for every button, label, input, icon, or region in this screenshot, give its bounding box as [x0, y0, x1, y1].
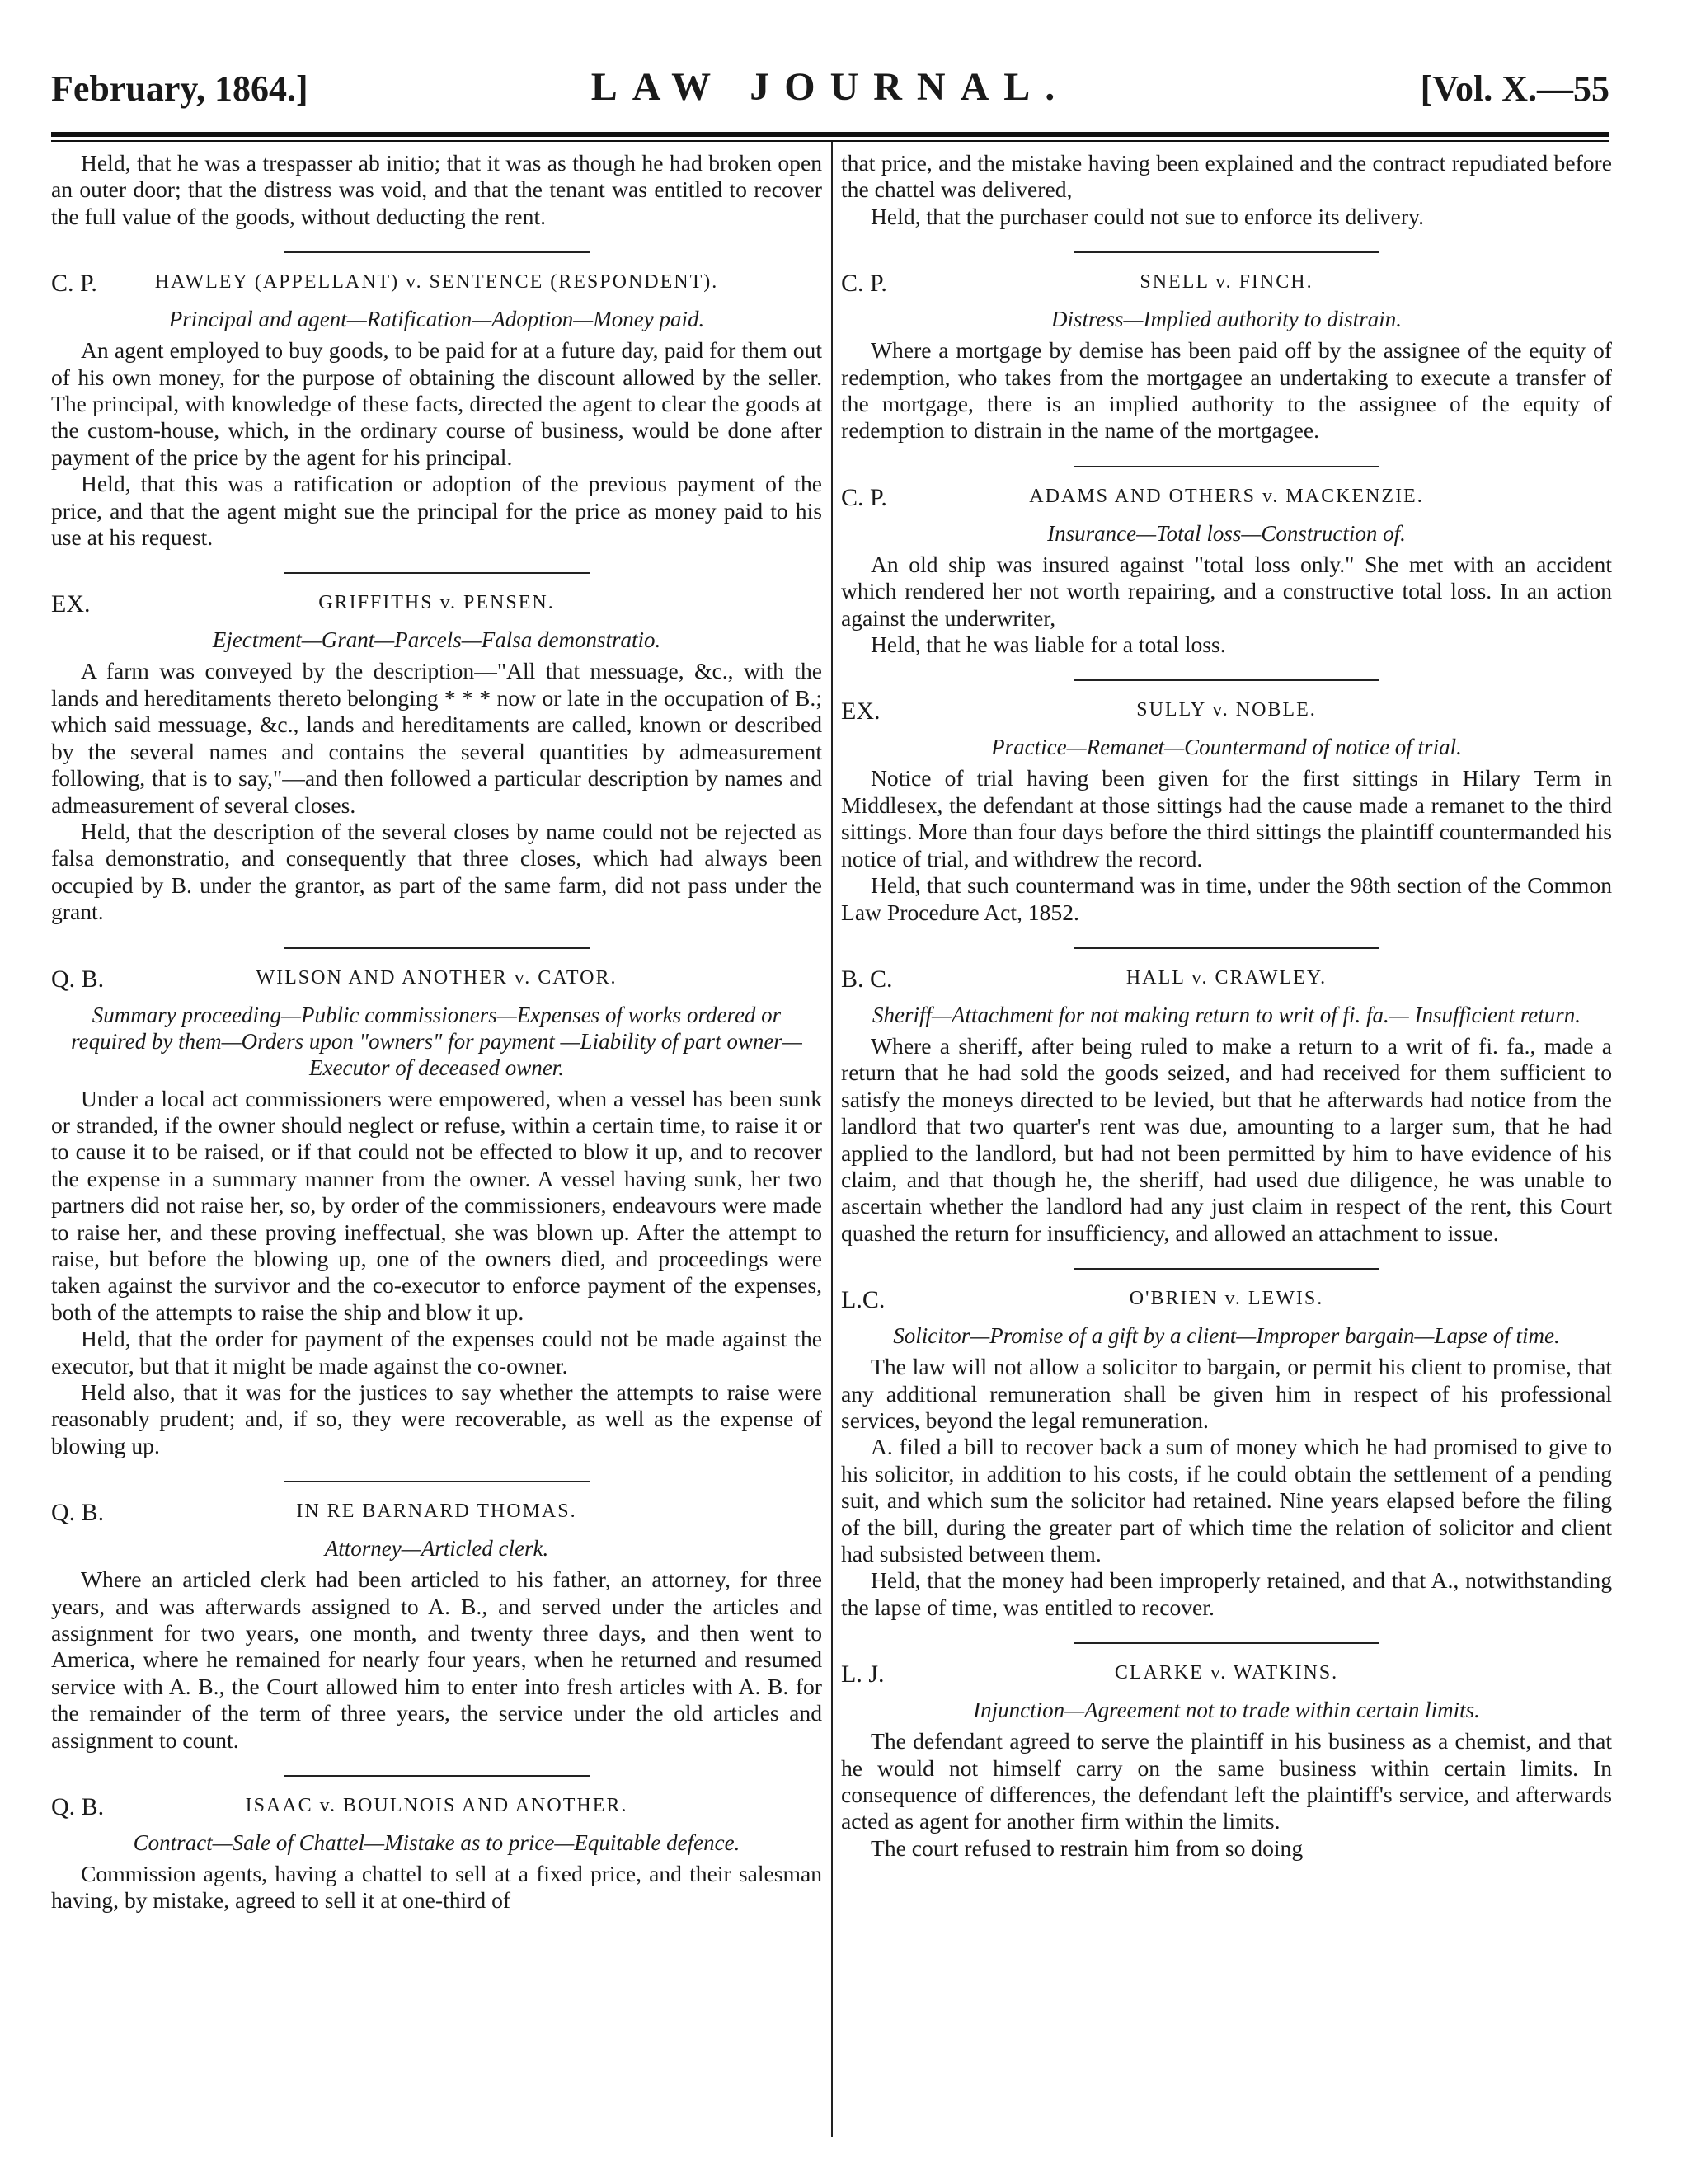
- case-obrien: [841, 1281, 1612, 1621]
- case-clarke: [841, 1656, 1612, 1862]
- journal-title: LAW JOURNAL.: [590, 65, 1070, 109]
- case-title: HAWLEY (APPELLANT) v. SENTENCE (RESPONDENT).: [154, 271, 719, 294]
- court-label: Q. B.: [51, 965, 105, 993]
- court-label: L.C.: [841, 1286, 886, 1314]
- case-paragraph: A. filed a bill to recover back a sum of money which he had promised to give to his solicitor, in addition to his costs, if he could obtain the settlement of a pending suit, and which sum the solicitor had retained. Nine years elapsed before the filing of the bill, during the greater part of which time the relation of solicitor and client had subsisted between them.: [841, 1434, 1612, 1566]
- case-separator: [1074, 679, 1379, 681]
- case-separator: [284, 572, 590, 574]
- case-title: SULLY v. NOBLE.: [1136, 699, 1317, 721]
- continued-paragraph: that price, and the mistake having been explained and the contract repudiated before the chattel was delivered,: [841, 150, 1612, 203]
- case-paragraph: Where a mortgage by demise has been paid off by the assignee of the equity of redemption, who takes from the mortgagee an undertaking to execute a transfer of the mortgage, there is an implied authority to the assignee of the equity of redemption to distrain in the name of the mortgagee.: [841, 337, 1612, 444]
- court-label: EX.: [841, 697, 881, 726]
- case-wilson: [51, 960, 822, 1460]
- column-divider: [831, 142, 833, 2137]
- case-paragraph: Under a local act commissioners were empowered, when a vessel has been sunk or stranded, if the owner should neglect or refuse, within a certain time, to raise it or to cause it to be raised, or if that could not be effected to blow it up, and to recover the expense in a summary manner from the owner. A vessel having sunk, her two partners did not raise her, so, by order of the commissioners, endeavours were made to raise her, and these proving ineffectual, she was blown up. After the attempt to raise, but before the blowing up, one of the owners died, and proceedings were taken against the survivor and the co-executor to enforce payment of the expenses, both of the attempts to raise the ship and blow it up.: [51, 1085, 822, 1325]
- case-title: ADAMS AND OTHERS v. MACKENZIE.: [1029, 485, 1424, 507]
- case-header: [841, 1656, 1612, 1697]
- case-paragraph: The defendant agreed to serve the plaintiff in his business as a chemist, and that he would not himself carry on the same business within certain limits. In consequence of differences, the defendant left the plaintiff's service, and afterwards acted as agent for another firm within the limits.: [841, 1728, 1612, 1834]
- case-topic: Attorney—Articled clerk.: [324, 1536, 549, 1562]
- case-holding: Held also, that it was for the justices to say whether the attempts to raise were reasonably prudent; and, if so, they were recoverable, as well as the expense of blowing up.: [51, 1379, 822, 1458]
- case-barnard-thomas: [51, 1494, 822, 1754]
- case-separator: [284, 1481, 590, 1482]
- court-label: C. P.: [51, 270, 97, 298]
- case-topic: Summary proceeding—Public commissioners—Expenses of works ordered or required by them—Orders upon "owners" for payment —Liability of part owner—Executor of deceased owner.: [71, 1002, 802, 1080]
- case-title: WILSON AND ANOTHER v. CATOR.: [256, 966, 618, 989]
- case-header: [51, 1494, 822, 1535]
- right-intro: [841, 150, 1612, 230]
- case-header: [841, 479, 1612, 520]
- case-header: [841, 1281, 1612, 1322]
- case-snell: [841, 265, 1612, 444]
- case-holding: Held, that the purchaser could not sue to enforce its delivery.: [871, 203, 1424, 229]
- case-adams: [841, 479, 1612, 659]
- court-label: C. P.: [841, 270, 887, 298]
- case-separator: [284, 251, 590, 253]
- case-title: O'BRIEN v. LEWIS.: [1129, 1288, 1324, 1310]
- case-separator: [1074, 947, 1379, 949]
- case-title: ISAAC v. BOULNOIS AND ANOTHER.: [245, 1795, 628, 1817]
- case-paragraph: The court refused to restrain him from so doing: [871, 1834, 1304, 1861]
- case-header: [841, 693, 1612, 734]
- case-header: [51, 1788, 822, 1829]
- court-label: EX.: [51, 590, 91, 618]
- case-header: [841, 960, 1612, 1002]
- case-hawley: [51, 265, 822, 551]
- case-holding: Held, that the order for payment of the expenses could not be made against the executor, but that it might be made against the co-owner.: [51, 1326, 822, 1379]
- page-header: [51, 56, 1609, 122]
- case-topic: Insurance—Total loss—Construction of.: [1047, 520, 1406, 546]
- case-topic: Injunction—Agreement not to trade within certain limits.: [973, 1698, 1480, 1723]
- right-column: [841, 150, 1612, 1868]
- issue-date: February, 1864.]: [51, 68, 308, 109]
- case-paragraph: A farm was conveyed by the description—"All that messuage, &c., with the lands and hereditaments thereto belonging * * * now or late in the occupation of B.; which said messuage, &c., lands and hereditaments are called, known or described by the several names and contains the several quantities by admeasurement following, that is to say,"—and then followed a particular description by names and admeasurement of several closes.: [51, 658, 822, 818]
- case-separator: [1074, 466, 1379, 467]
- left-intro: [51, 150, 822, 230]
- case-title: IN RE BARNARD THOMAS.: [296, 1501, 577, 1523]
- case-paragraph: An agent employed to buy goods, to be paid for at a future day, paid for them out of his own money, for the purpose of obtaining the discount allowed by the seller. The principal, with knowledge of these facts, directed the agent to clear the goods at the custom-house, which, in the ordinary course of business, would be done after payment of the price by the agent for his principal.: [51, 337, 822, 470]
- case-holding: Held, that this was a ratification or adoption of the previous payment of the price, and that the agent might sue the principal for the price as money paid to his use at his request.: [51, 471, 822, 551]
- case-separator: [1074, 1642, 1379, 1644]
- header-rule-thin: [51, 140, 1609, 142]
- case-header: [51, 960, 822, 1002]
- case-holding: Held, that the money had been improperly retained, and that A., notwithstanding the lapse of time, was entitled to recover.: [841, 1567, 1612, 1620]
- court-label: C. P.: [841, 483, 887, 511]
- case-topic: Solicitor—Promise of a gift by a client—Improper bargain—Lapse of time.: [893, 1323, 1560, 1349]
- case-isaac: [51, 1788, 822, 1914]
- case-separator: [284, 1775, 590, 1777]
- case-paragraph: The law will not allow a solicitor to bargain, or permit his client to promise, that any additional remuneration shall be given him in respect of his professional services, beyond the legal remuneration.: [841, 1354, 1612, 1433]
- case-holding: Held, that the description of the several closes by name could not be rejected as falsa demonstratio, and consequently that three closes, which had always been occupied by B. under the grantor, as part of the same farm, did not pass under the grant.: [51, 818, 822, 925]
- case-topic: Distress—Implied authority to distrain.: [1050, 307, 1402, 332]
- case-separator: [284, 947, 590, 949]
- case-holding: Held, that such countermand was in time, under the 98th section of the Common Law Procedure Act, 1852.: [841, 872, 1612, 925]
- left-column: [51, 150, 822, 1921]
- case-paragraph: Commission agents, having a chattel to sell at a fixed price, and their salesman having, by mistake, agreed to sell it at one-third of: [51, 1861, 822, 1914]
- case-sully: [841, 693, 1612, 925]
- case-header: [841, 265, 1612, 306]
- case-header: [51, 265, 822, 306]
- case-separator: [1074, 1268, 1379, 1270]
- case-topic: Sheriff—Attachment for not making return to writ of fi. fa.— Insufficient return.: [872, 1002, 1581, 1027]
- case-topic: Contract—Sale of Chattel—Mistake as to price—Equitable defence.: [133, 1830, 740, 1856]
- intro-paragraph: Held, that he was a trespasser ab initio; that it was as though he had broken open an outer door; that the distress was void, and that the tenant was entitled to recover the full value of the goods, without deducting the rent.: [51, 150, 822, 229]
- case-griffiths: [51, 585, 822, 925]
- case-hall: [841, 960, 1612, 1247]
- case-title: SNELL v. FINCH.: [1140, 271, 1313, 294]
- case-paragraph: Where an articled clerk had been articled to his father, an attorney, for three years, and was afterwards assigned to A. B., and served under the articles and assignment for two years, one month, and twenty three days, and then went to America, where he remained for nearly four years, when he returned and resumed service with A. B., the Court allowed him to enter into fresh articles with A. B. for the remainder of the term of three years, the service under the old articles and assignment to count.: [51, 1566, 822, 1753]
- case-header: [51, 585, 822, 627]
- court-label: B. C.: [841, 965, 893, 993]
- court-label: L. J.: [841, 1660, 885, 1688]
- case-paragraph: An old ship was insured against "total loss only." She met with an accident which rendered her not worth repairing, and a constructive total loss. In an action against the underwriter,: [841, 551, 1612, 631]
- court-label: Q. B.: [51, 1499, 105, 1527]
- case-title: HALL v. CRAWLEY.: [1125, 966, 1328, 989]
- case-paragraph: Notice of trial having been given for the first sittings in Hilary Term in Middlesex, the defendant at those sittings had the cause made a remanet to the third sittings. More than four days before the third sittings the plaintiff countermanded his notice of trial, and withdrew the record.: [841, 765, 1612, 871]
- volume-page: [Vol. X.—55: [1420, 68, 1609, 109]
- case-separator: [1074, 251, 1379, 253]
- case-topic: Ejectment—Grant—Parcels—Falsa demonstratio.: [212, 627, 661, 653]
- header-rule-thick: [51, 132, 1609, 137]
- case-topic: Practice—Remanet—Countermand of notice of trial.: [991, 735, 1462, 760]
- case-holding: Held, that he was liable for a total loss.: [871, 632, 1226, 658]
- case-title: GRIFFITHS v. PENSEN.: [318, 592, 555, 614]
- case-title: CLARKE v. WATKINS.: [1114, 1662, 1339, 1684]
- case-topic: Principal and agent—Ratification—Adoption—Money paid.: [168, 307, 705, 332]
- court-label: Q. B.: [51, 1793, 105, 1821]
- case-paragraph: Where a sheriff, after being ruled to make a return to a writ of fi. fa., made a return that he had sold the goods seized, and had received for them sufficient to satisfy the moneys directed to be levied, but that he afterwards had notice from the landlord that two quarter's rent was due, amounting to a larger sum, that he had applied to the landlord, but had not been permitted by him to have evidence of his claim, and that though he, the sheriff, had used due diligence, he was unable to ascertain whether the landlord had any just claim in respect of the rent, this Court quashed the return for insufficiency, and allowed an attachment to issue.: [841, 1032, 1612, 1246]
